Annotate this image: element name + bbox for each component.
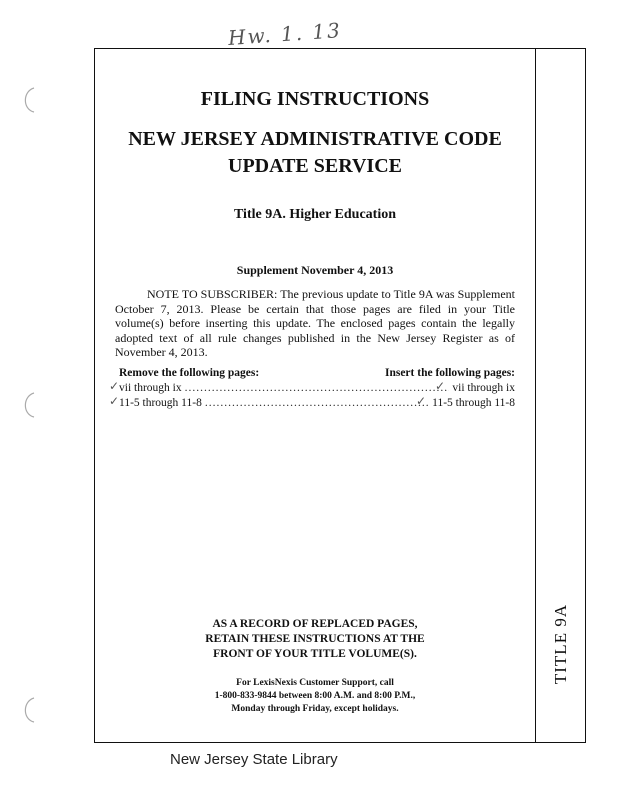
record-line: RETAIN THESE INSTRUCTIONS AT THE xyxy=(205,633,425,645)
spine-tab xyxy=(535,49,585,742)
code-title: NEW JERSEY ADMINISTRATIVE CODE xyxy=(128,128,502,150)
checkmark-icon: ✓ xyxy=(435,379,446,393)
service-title: UPDATE SERVICE xyxy=(228,155,402,177)
spine-label: TITLE 9A xyxy=(550,603,570,685)
handwritten-note: Hw. 1. 13 xyxy=(227,18,343,50)
library-stamp: New Jersey State Library xyxy=(170,751,338,768)
checkmark-icon: ✓ xyxy=(109,379,120,393)
page-row xyxy=(119,397,515,411)
remove-pages: vii through ix xyxy=(119,382,182,394)
record-line: AS A RECORD OF REPLACED PAGES, xyxy=(212,618,418,630)
title-number: Title 9A. Higher Education xyxy=(233,207,397,222)
insert-pages: vii through ix xyxy=(452,382,515,394)
subscriber-note: NOTE TO SUBSCRIBER: The previous update to Title 9A was Supplement October 7, 2013. Please be certain that those pages are filed in your Title volume(s) before inserting this update. The enclosed pages contain the legally adopted text of all rule changes published in the New Jersey Register as of November 4, 2013. xyxy=(115,287,515,359)
instruction-sheet-frame xyxy=(94,48,586,743)
punch-hole-mark-top xyxy=(18,85,40,115)
support-line: Monday through Friday, except holidays. xyxy=(231,704,399,714)
leader-dots xyxy=(185,382,450,394)
checkmark-icon: ✓ xyxy=(109,394,120,408)
punch-hole-mark-bottom xyxy=(18,695,40,725)
insert-heading: Insert the following pages: xyxy=(384,367,515,379)
leader-dots xyxy=(205,397,429,409)
page-row xyxy=(119,382,515,396)
record-instructions xyxy=(115,617,515,662)
insert-pages: 11-5 through 11-8 xyxy=(432,397,515,409)
checkmark-icon: ✓ xyxy=(416,394,427,408)
customer-support xyxy=(115,677,515,716)
support-phone: 1-800-833-9844 between 8:00 A.M. and 8:00 P.M., xyxy=(214,691,416,701)
remove-heading: Remove the following pages: xyxy=(119,367,260,379)
page-title: FILING INSTRUCTIONS xyxy=(200,88,430,110)
remove-pages: 11-5 through 11-8 xyxy=(119,397,202,409)
record-line: FRONT OF YOUR TITLE VOLUME(S). xyxy=(213,648,417,660)
punch-hole-mark-middle xyxy=(18,390,40,420)
support-line: For LexisNexis Customer Support, call xyxy=(236,678,394,688)
supplement-date: Supplement November 4, 2013 xyxy=(236,263,394,277)
